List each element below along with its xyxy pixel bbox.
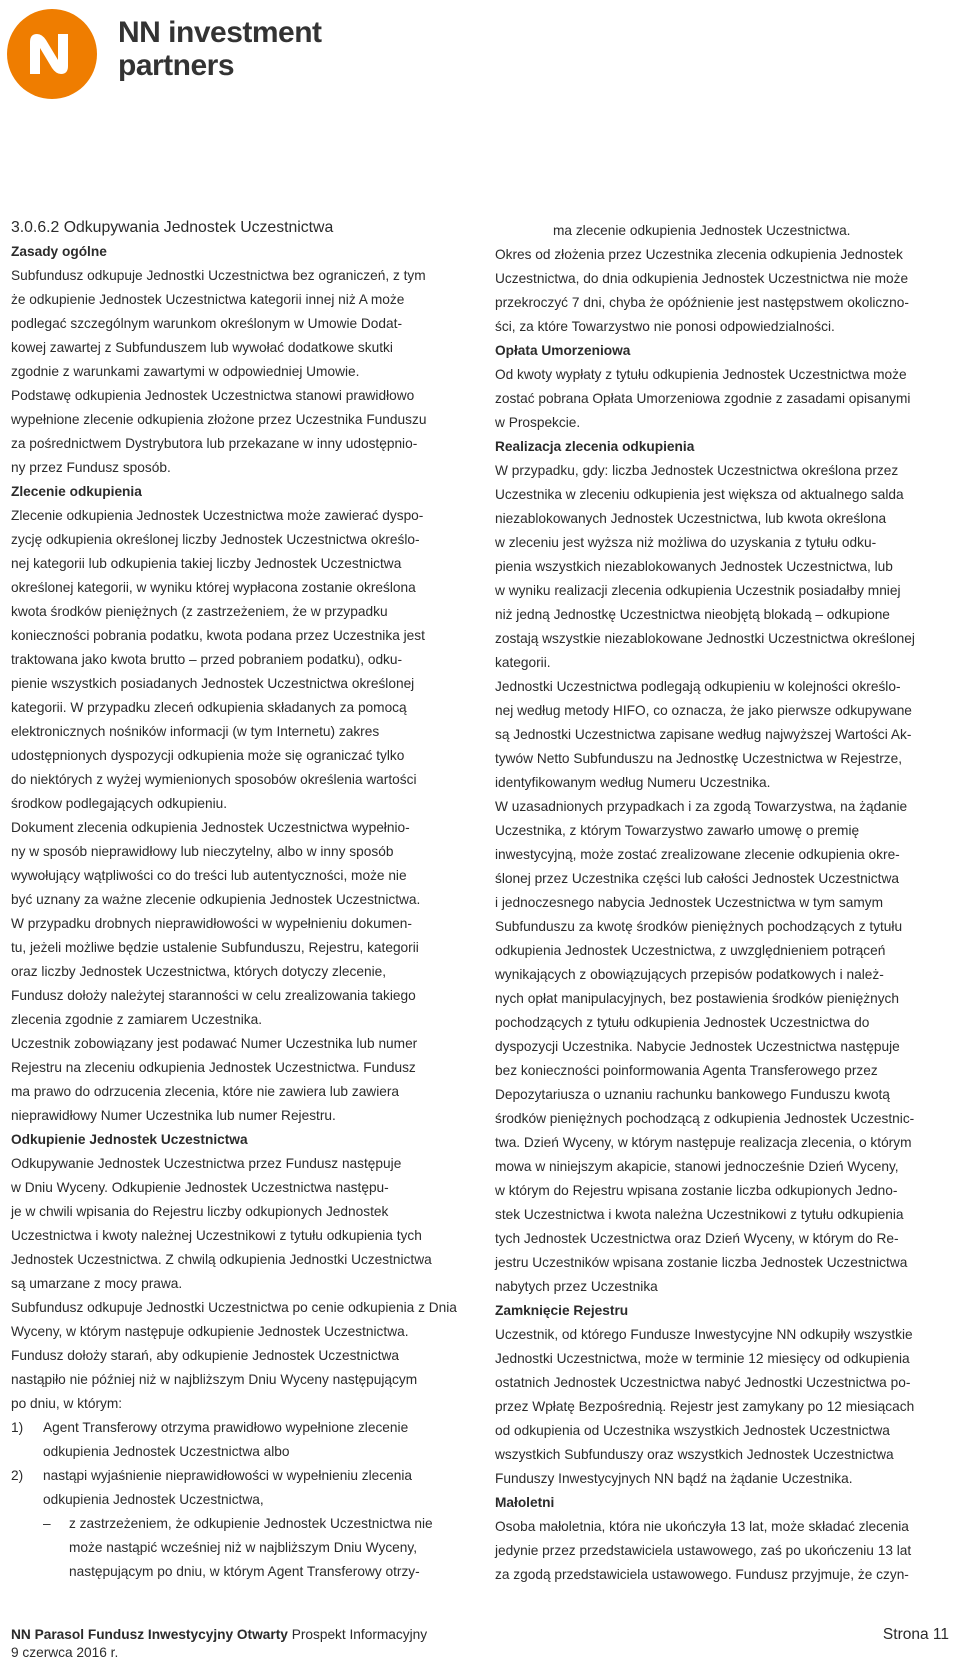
line-text: pochodzących z tytułu odkupienia Jednostek Uczestnictwa do: [495, 1015, 870, 1030]
line-text: Odkupywanie Jednostek Uczestnictwa przez Fundusz następuje: [11, 1156, 402, 1171]
line-text: mowa w niniejszym akapicie, stanowi jednocześnie Dzień Wyceny,: [495, 1159, 899, 1174]
text-line: [11, 1344, 463, 1368]
line-text: ści, za które Towarzystwo nie ponosi odpowiedzialności.: [495, 319, 835, 334]
line-text: Opłata Umorzeniowa: [495, 343, 631, 358]
text-line: [495, 723, 947, 747]
line-text: niż jedną Jednostkę Uczestnictwa nieobjętą blokadą – odkupione: [495, 607, 890, 622]
text-line: [11, 648, 463, 672]
text-line: [11, 288, 463, 312]
line-text: i jednoczesnego nabycia Jednostek Uczestnictwa w tym samym: [495, 895, 883, 910]
line-text: Subfundusz odkupuje Jednostki Uczestnictwa po cenie odkupienia z Dnia: [11, 1300, 457, 1315]
line-text: nabytych przez Uczestnika: [495, 1279, 658, 1294]
list-number: 2): [11, 1468, 24, 1483]
text-line: [495, 507, 947, 531]
subheading: [11, 1128, 463, 1152]
line-text: kwota środków pieniężnych (z zastrzeżeniem, że w przypadku: [11, 604, 388, 619]
text-line: [11, 768, 463, 792]
line-text: że odkupienie Jednostek Uczestnictwa kategorii innej niż A może: [11, 292, 405, 307]
text-line: [495, 1539, 947, 1563]
text-line: [495, 747, 947, 771]
text-line: [11, 1176, 463, 1200]
list-item: [11, 1512, 463, 1536]
text-line: [11, 432, 463, 456]
subheading: [495, 435, 947, 459]
text-line: [495, 1347, 947, 1371]
line-text: Od kwoty wypłaty z tytułu odkupienia Jednostek Uczestnictwa może: [495, 367, 907, 382]
line-text: Fundusz dołoży starań, aby odkupienie Jednostek Uczestnictwa: [11, 1348, 400, 1363]
line-text: określonej kategorii, w wyniku której wypłacona zostanie określona: [11, 580, 416, 595]
page-number: Strona 11: [882, 1626, 949, 1643]
subheading: [495, 1299, 947, 1323]
line-text: następującym po dniu, w którym Agent Transferowy otrzy-: [69, 1564, 420, 1579]
text-line: [11, 1104, 463, 1128]
text-line: [11, 336, 463, 360]
text-line: [11, 1392, 463, 1416]
text-line: [495, 411, 947, 435]
line-text: są umarzane z mocy prawa.: [11, 1276, 183, 1291]
text-line: [495, 915, 947, 939]
text-line: [11, 1080, 463, 1104]
brand-line-1: NN investment: [118, 16, 322, 49]
line-text: Uczestnik zobowiązany jest podawać Numer Uczestnika lub numer: [11, 1036, 418, 1051]
line-text: ma prawo do odrzucenia zlecenia, które nie zawiera lub zawiera: [11, 1084, 400, 1099]
line-text: identyfikowanym według Numeru Uczestnika.: [495, 775, 771, 790]
text-line: [11, 1248, 463, 1272]
text-line: [495, 387, 947, 411]
line-text: Uczestnictwa, do dnia odkupienia Jednostek Uczestnictwa nie może: [495, 271, 909, 286]
line-text: ostatnich Jednostek Uczestnictwa nabyć Jednostki Uczestnictwa po-: [495, 1375, 911, 1390]
footer-doc-type: Prospekt Informacyjny: [291, 1627, 428, 1642]
text-line: [495, 243, 947, 267]
line-text: Subfundusz odkupuje Jednostki Uczestnictwa bez ograniczeń, z tym: [11, 268, 426, 283]
line-text: Jednostki Uczestnictwa podlegają odkupieniu w kolejności określo-: [495, 679, 901, 694]
line-text: Odkupienie Jednostek Uczestnictwa: [11, 1132, 248, 1147]
line-text: Zlecenie odkupienia Jednostek Uczestnictwa może zawierać dyspo-: [11, 508, 424, 523]
line-text: zostają wszystkie niezablokowane Jednostki Uczestnictwa określonej: [495, 631, 915, 646]
text-line: [11, 1032, 463, 1056]
text-line: [495, 1395, 947, 1419]
text-line: [495, 1323, 947, 1347]
text-line: [11, 744, 463, 768]
text-line: [495, 1419, 947, 1443]
text-line: [11, 1296, 463, 1320]
text-line: [11, 1488, 463, 1512]
line-text: kategorii.: [495, 655, 551, 670]
brand-name: [118, 16, 322, 82]
text-line: [495, 843, 947, 867]
text-line: [495, 771, 947, 795]
line-text: nieprawidłowy Numer Uczestnika lub numer Rejestru.: [11, 1108, 336, 1123]
text-line: [495, 795, 947, 819]
text-line: [11, 888, 463, 912]
line-text: w zleceniu jest wyższa niż możliwa do uzyskania z tytułu odku-: [495, 535, 877, 550]
text-line: [495, 291, 947, 315]
text-line: [495, 1251, 947, 1275]
text-line: [11, 720, 463, 744]
line-text: Zasady ogólne: [11, 244, 107, 259]
text-line: [495, 867, 947, 891]
line-text: przekroczyć 7 dni, chyba że opóźnienie jest następstwem okoliczno-: [495, 295, 909, 310]
line-text: podlegać szczególnym warunkom określonym w Umowie Dodat-: [11, 316, 403, 331]
line-text: udostępnionych dyspozycji odkupienia może się ograniczać tylko: [11, 748, 405, 763]
line-text: konieczności pobrania podatku, kwota podana przez Uczestnika jest: [11, 628, 425, 643]
line-text: oraz liczby Jednostek Uczestnictwa, których dotyczy zlecenie,: [11, 964, 387, 979]
line-text: zlecenia zgodnie z zamiarem Uczestnika.: [11, 1012, 263, 1027]
text-line: [495, 963, 947, 987]
line-text: Fundusz dołoży należytej staranności w celu zrealizowania takiego: [11, 988, 416, 1003]
text-line: [11, 1536, 463, 1560]
line-text: Agent Transferowy otrzyma prawidłowo wypełnione zlecenie: [43, 1420, 409, 1435]
text-line: [495, 555, 947, 579]
text-line: [11, 792, 463, 816]
text-line: [11, 528, 463, 552]
text-line: [495, 1371, 947, 1395]
text-line: [495, 315, 947, 339]
text-line: [11, 600, 463, 624]
text-line: [11, 576, 463, 600]
line-text: ny przez Fundusz sposób.: [11, 460, 171, 475]
line-text: nastąpi wyjaśnienie nieprawidłowości w wypełnieniu zlecenia: [43, 1468, 413, 1483]
line-text: Jednostek Uczestnictwa. Z chwilą odkupienia Jednostki Uczestnictwa: [11, 1252, 432, 1267]
line-text: Uczestnika, z którym Towarzystwo zawarło umowę o premię: [495, 823, 860, 838]
line-text: Funduszy Inwestycyjnych NN bądź na żądanie Uczestnika.: [495, 1471, 853, 1486]
line-text: W uzasadnionych przypadkach i za zgodą Towarzystwa, na żądanie: [495, 799, 908, 814]
line-text: są Jednostki Uczestnictwa zapisane według najwyższej Wartości Ak-: [495, 727, 912, 742]
text-line: [11, 1224, 463, 1248]
line-text: pienia wszystkich niezablokowanych Jednostek Uczestnictwa, lub: [495, 559, 893, 574]
text-line: [11, 456, 463, 480]
line-text: elektronicznych nośników informacji (w tym Internetu) zakres: [11, 724, 380, 739]
line-text: za zgodą przedstawiciela ustawowego. Fundusz przyjmuje, że czyn-: [495, 1567, 909, 1582]
subheading: [11, 240, 463, 264]
footer-info: [11, 1626, 427, 1662]
line-text: Osoba małoletnia, która nie ukończyła 13 lat, może składać zlecenia: [495, 1519, 909, 1534]
text-line: [495, 1155, 947, 1179]
list-number: 1): [11, 1420, 24, 1435]
line-text: Jednostki Uczestnictwa, może w terminie 12 miesięcy od odkupienia: [495, 1351, 910, 1366]
text-line: [11, 504, 463, 528]
text-line: [11, 1320, 463, 1344]
text-line: [495, 819, 947, 843]
text-line: [11, 624, 463, 648]
line-text: Dokument zlecenia odkupienia Jednostek Uczestnictwa wypełnio-: [11, 820, 410, 835]
line-text: być uznany za ważne zlecenie odkupienia Jednostek Uczestnictwa.: [11, 892, 421, 907]
list-item: [11, 1464, 463, 1488]
line-text: może nastąpić wcześniej niż w najbliższym Dniu Wyceny,: [69, 1540, 418, 1555]
text-line: [495, 1035, 947, 1059]
text-line: [495, 1131, 947, 1155]
text-line: [495, 363, 947, 387]
line-text: odkupienia Jednostek Uczestnictwa, z uwzględnieniem potrąceń: [495, 943, 886, 958]
line-text: Zlecenie odkupienia: [11, 484, 142, 499]
text-line: [11, 1560, 463, 1584]
line-text: tu, jeżeli możliwe będzie ustalenie Subfunduszu, Rejestru, kategorii: [11, 940, 419, 955]
text-line: [11, 912, 463, 936]
text-line: [495, 1467, 947, 1491]
text-line: [495, 1083, 947, 1107]
section-heading: [11, 216, 463, 240]
line-text: Depozytariusza o uznaniu rachunku bankowego Funduszu kwotą: [495, 1087, 890, 1102]
text-line: [495, 219, 947, 243]
line-text: jestru Uczestników wpisana zostanie liczba Jednostek Uczestnictwa: [495, 1255, 908, 1270]
list-dash: –: [43, 1516, 51, 1531]
line-text: kategorii. W przypadku zleceń odkupienia składanych za pomocą: [11, 700, 407, 715]
text-line: [11, 552, 463, 576]
line-text: od odkupienia od Uczestnika wszystkich Jednostek Uczestnictwa: [495, 1423, 890, 1438]
line-text: Rejestru na zleceniu odkupienia Jednostek Uczestnictwa. Fundusz: [11, 1060, 416, 1075]
line-text: ny w sposób nieprawidłowy lub nieczytelny, albo w inny sposób: [11, 844, 394, 859]
footer-date: 9 czerwca 2016 r.: [11, 1645, 119, 1660]
text-line: [11, 264, 463, 288]
line-text: jedynie przez przedstawiciela ustawowego, zaś po ukończeniu 13 lat: [495, 1543, 912, 1558]
text-line: [11, 1152, 463, 1176]
text-line: [495, 699, 947, 723]
text-line: [11, 960, 463, 984]
text-line: [11, 1008, 463, 1032]
line-text: nych opłat manipulacyjnych, bez postawienia środków pieniężnych: [495, 991, 900, 1006]
text-line: [11, 816, 463, 840]
text-line: [495, 531, 947, 555]
line-text: ma zlecenie odkupienia Jednostek Uczestnictwa.: [553, 223, 851, 238]
text-line: [495, 1179, 947, 1203]
left-text-column: [11, 216, 463, 1584]
text-line: [495, 1275, 947, 1299]
text-line: [495, 1515, 947, 1539]
text-line: [495, 939, 947, 963]
subheading: [495, 339, 947, 363]
right-text-column: [495, 219, 947, 1587]
text-line: [11, 696, 463, 720]
line-text: nej kategorii lub odkupienia takiej liczby Jednostek Uczestnictwa: [11, 556, 402, 571]
text-line: [11, 312, 463, 336]
line-text: tywów Netto Subfunduszu na Jednostkę Uczestnictwa w Rejestrze,: [495, 751, 903, 766]
subheading: [11, 480, 463, 504]
line-text: w którym do Rejestru wpisana zostanie liczba odkupionych Jedno-: [495, 1183, 898, 1198]
text-line: [495, 675, 947, 699]
text-line: [11, 384, 463, 408]
text-line: [11, 984, 463, 1008]
line-text: nej według metody HIFO, co oznacza, że jako pierwsze odkupywane: [495, 703, 912, 718]
line-text: ślonej przez Uczestnika części lub całości Jednostek Uczestnictwa: [495, 871, 899, 886]
text-line: [11, 1440, 463, 1464]
line-text: traktowana jako kwota brutto – przed pobraniem podatku), odku-: [11, 652, 403, 667]
line-text: W przypadku, gdy: liczba Jednostek Uczestnictwa określona przez: [495, 463, 899, 478]
text-line: [11, 1200, 463, 1224]
text-line: [495, 987, 947, 1011]
text-line: [495, 651, 947, 675]
text-line: [495, 459, 947, 483]
text-line: [495, 267, 947, 291]
line-text: twa. Dzień Wyceny, w którym następuje realizacja zlecenia, o którym: [495, 1135, 912, 1150]
brand-line-2: partners: [118, 49, 235, 82]
line-text: Uczestnika w zleceniu odkupienia jest większa od aktualnego salda: [495, 487, 904, 502]
line-text: je w chwili wpisania do Rejestru liczby odkupionych Jednostek: [11, 1204, 389, 1219]
line-text: Subfunduszu za kwotę środków pieniężnych pochodzących z tytułu: [495, 919, 903, 934]
line-text: z zastrzeżeniem, że odkupienie Jednostek Uczestnictwa nie: [69, 1516, 433, 1531]
text-line: [495, 1059, 947, 1083]
line-text: zgodnie z warunkami zawartymi w odpowiedniej Umowie.: [11, 364, 360, 379]
text-line: [11, 408, 463, 432]
line-text: kowej zawartej z Subfunduszem lub wywołać dodatkowe skutki: [11, 340, 393, 355]
line-text: do niektórych z wyżej wymienionych sposobów określenia wartości: [11, 772, 417, 787]
line-text: stek Uczestnictwa i kwota należna Uczestnikowi z tytułu odkupienia: [495, 1207, 904, 1222]
line-text: 3.0.6.2 Odkupywania Jednostek Uczestnictwa: [11, 219, 334, 236]
line-text: dyspozycji Uczestnika. Nabycie Jednostek Uczestnictwa następuje: [495, 1039, 900, 1054]
nn-logo-icon: [6, 8, 98, 100]
line-text: w Dniu Wyceny. Odkupienie Jednostek Uczestnictwa następu-: [11, 1180, 389, 1195]
text-line: [11, 1056, 463, 1080]
text-line: [495, 1011, 947, 1035]
line-text: w wyniku realizacji zlecenia odkupienia Uczestnik posiadałby mniej: [495, 583, 901, 598]
text-line: [495, 579, 947, 603]
text-line: [11, 1272, 463, 1296]
line-text: wszystkich Subfunduszy oraz wszystkich Jednostek Uczestnictwa: [495, 1447, 894, 1462]
line-text: zostać pobrana Opłata Umorzeniowa zgodnie z zasadami opisanymi: [495, 391, 911, 406]
line-text: Zamknięcie Rejestru: [495, 1303, 629, 1318]
line-text: Realizacja zlecenia odkupienia: [495, 439, 695, 454]
text-line: [495, 1203, 947, 1227]
page-header: [6, 8, 406, 108]
text-line: [11, 840, 463, 864]
text-line: [495, 1107, 947, 1131]
text-line: [495, 603, 947, 627]
text-line: [11, 864, 463, 888]
line-text: wypełnione zlecenie odkupienia złożone przez Uczestnika Funduszu: [11, 412, 427, 427]
line-text: środków pieniężnych pochodzącą z odkupienia Jednostek Uczestnic-: [495, 1111, 915, 1126]
line-text: odkupienia Jednostek Uczestnictwa albo: [43, 1444, 290, 1459]
line-text: pienie wszystkich posiadanych Jednostek Uczestnictwa określonej: [11, 676, 415, 691]
line-text: Uczestnictwa i kwoty należnej Uczestnikowi z tytułu odkupienia tych: [11, 1228, 422, 1243]
list-item: [11, 1416, 463, 1440]
text-line: [495, 627, 947, 651]
line-text: niezablokowanych Jednostek Uczestnictwa, lub kwota określona: [495, 511, 887, 526]
footer-fund-name: NN Parasol Fundusz Inwestycyjny Otwarty: [11, 1627, 288, 1642]
line-text: bez konieczności poinformowania Agenta Transferowego przez: [495, 1063, 878, 1078]
line-text: Podstawę odkupienia Jednostek Uczestnictwa stanowi prawidłowo: [11, 388, 415, 403]
line-text: zycję odkupienia określonej liczby Jednostek Uczestnictwa określo-: [11, 532, 420, 547]
line-text: wynikających z obowiązujących przepisów podatkowych i należ-: [495, 967, 884, 982]
line-text: Uczestnik, od którego Fundusze Inwestycyjne NN odkupiły wszystkie: [495, 1327, 913, 1342]
line-text: tych Jednostek Uczestnictwa oraz Dzień Wyceny, w którym do Re-: [495, 1231, 899, 1246]
line-text: odkupienia Jednostek Uczestnictwa,: [43, 1492, 264, 1507]
text-line: [495, 1443, 947, 1467]
line-text: po dniu, w którym:: [11, 1396, 123, 1411]
line-text: Małoletni: [495, 1495, 555, 1510]
text-line: [495, 1227, 947, 1251]
line-text: za pośrednictwem Dystrybutora lub przekazane w inny udostępnio-: [11, 436, 418, 451]
text-line: [495, 483, 947, 507]
line-text: Wyceny, w którym następuje odkupienie Jednostek Uczestnictwa.: [11, 1324, 409, 1339]
line-text: inwestycyjną, może zostać zrealizowane zlecenie odkupienia okre-: [495, 847, 900, 862]
text-line: [11, 360, 463, 384]
line-text: w Prospekcie.: [495, 415, 581, 430]
line-text: wywołujący wątpliwości co do treści lub autentyczności, może nie: [11, 868, 407, 883]
line-text: środkow podlegających odkupieniu.: [11, 796, 228, 811]
line-text: Okres od złożenia przez Uczestnika zlecenia odkupienia Jednostek: [495, 247, 903, 262]
text-line: [11, 936, 463, 960]
text-line: [495, 1563, 947, 1587]
line-text: W przypadku drobnych nieprawidłowości w wypełnieniu dokumen-: [11, 916, 412, 931]
line-text: przez Wpłatę Bezpośrednią. Rejestr jest zamykany po 12 miesiącach: [495, 1399, 915, 1414]
line-text: nastąpiło nie później niż w najbliższym Dniu Wyceny następującym: [11, 1372, 418, 1387]
subheading: [495, 1491, 947, 1515]
text-line: [11, 672, 463, 696]
text-line: [11, 1368, 463, 1392]
text-line: [495, 891, 947, 915]
